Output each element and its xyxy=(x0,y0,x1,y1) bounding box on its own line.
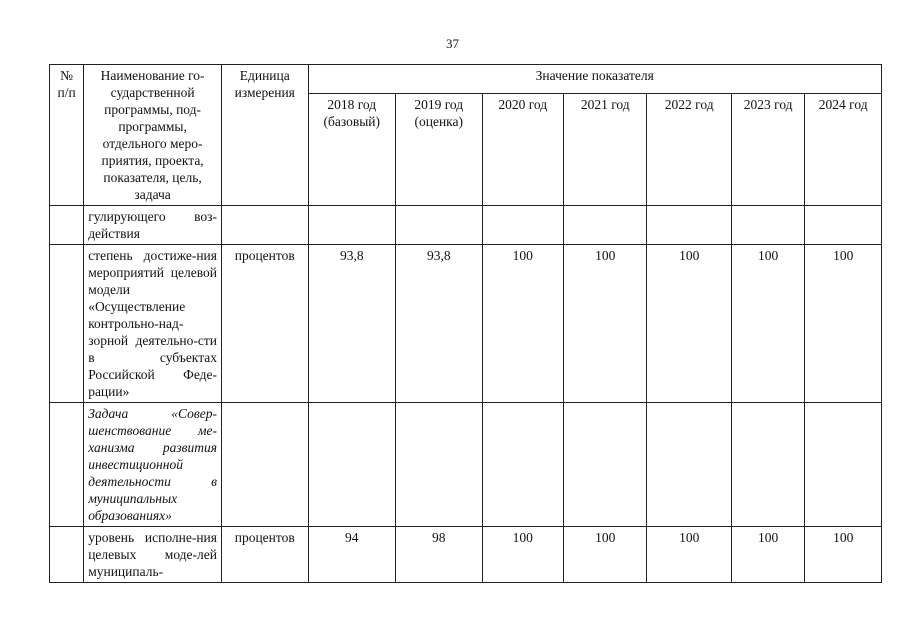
row-value: 100 xyxy=(482,527,563,583)
row-value: 93,8 xyxy=(396,245,483,403)
row-value: 100 xyxy=(563,527,646,583)
header-year-2022: 2022 год xyxy=(647,93,731,205)
row-value xyxy=(396,403,483,527)
row-num xyxy=(50,245,84,403)
table-row xyxy=(50,403,882,527)
row-value: 100 xyxy=(805,245,882,403)
table-row xyxy=(50,245,882,403)
row-value xyxy=(731,206,804,245)
row-value: 100 xyxy=(805,527,882,583)
row-unit: процентов xyxy=(222,527,309,583)
row-value xyxy=(563,403,646,527)
row-value xyxy=(396,206,483,245)
row-value: 93,8 xyxy=(308,245,396,403)
row-value: 100 xyxy=(563,245,646,403)
row-value xyxy=(308,403,396,527)
header-year-2023: 2023 год xyxy=(731,93,804,205)
row-value xyxy=(805,206,882,245)
row-unit xyxy=(222,403,309,527)
header-num: № п/п xyxy=(50,65,84,206)
row-value xyxy=(647,206,731,245)
row-name: гулирующего воз-действия xyxy=(84,206,222,245)
row-value: 100 xyxy=(647,245,731,403)
page-number: 37 xyxy=(446,36,459,51)
row-value: 100 xyxy=(482,245,563,403)
header-year-2019: 2019 год (оценка) xyxy=(396,93,483,205)
header-year-2018: 2018 год (базовый) xyxy=(308,93,396,205)
row-value: 100 xyxy=(731,527,804,583)
row-value xyxy=(308,206,396,245)
row-value: 100 xyxy=(731,245,804,403)
row-value xyxy=(563,206,646,245)
row-value xyxy=(482,206,563,245)
row-value xyxy=(805,403,882,527)
indicator-table xyxy=(49,64,882,583)
row-num xyxy=(50,527,84,583)
header-year-2021: 2021 год xyxy=(563,93,646,205)
header-value-group: Значение показателя xyxy=(308,65,882,94)
row-unit: процентов xyxy=(222,245,309,403)
row-value xyxy=(731,403,804,527)
row-num xyxy=(50,403,84,527)
table-row xyxy=(50,206,882,245)
header-year-2020: 2020 год xyxy=(482,93,563,205)
row-name: степень достиже-ния мероприятий целевой модели «Осуществление контрольно-над-зорной деятельно-сти в субъектах Российской Феде-рации» xyxy=(84,245,222,403)
row-value xyxy=(647,403,731,527)
row-name: уровень исполне-ния целевых моде-лей муниципаль- xyxy=(84,527,222,583)
header-year-2024: 2024 год xyxy=(805,93,882,205)
row-num xyxy=(50,206,84,245)
header-unit: Единица измерения xyxy=(222,65,309,206)
row-unit xyxy=(222,206,309,245)
row-value: 98 xyxy=(396,527,483,583)
row-task-name: Задача «Совер-шенствование ме-ханизма развития инвестиционной деятельности в муниципальных образованиях» xyxy=(84,403,222,527)
row-value xyxy=(482,403,563,527)
header-name: Наименование го-сударственной программы, под-программы, отдельного меро-приятия, проекта, показателя, цель, задача xyxy=(84,65,222,206)
row-value: 94 xyxy=(308,527,396,583)
row-value: 100 xyxy=(647,527,731,583)
table-row xyxy=(50,527,882,583)
